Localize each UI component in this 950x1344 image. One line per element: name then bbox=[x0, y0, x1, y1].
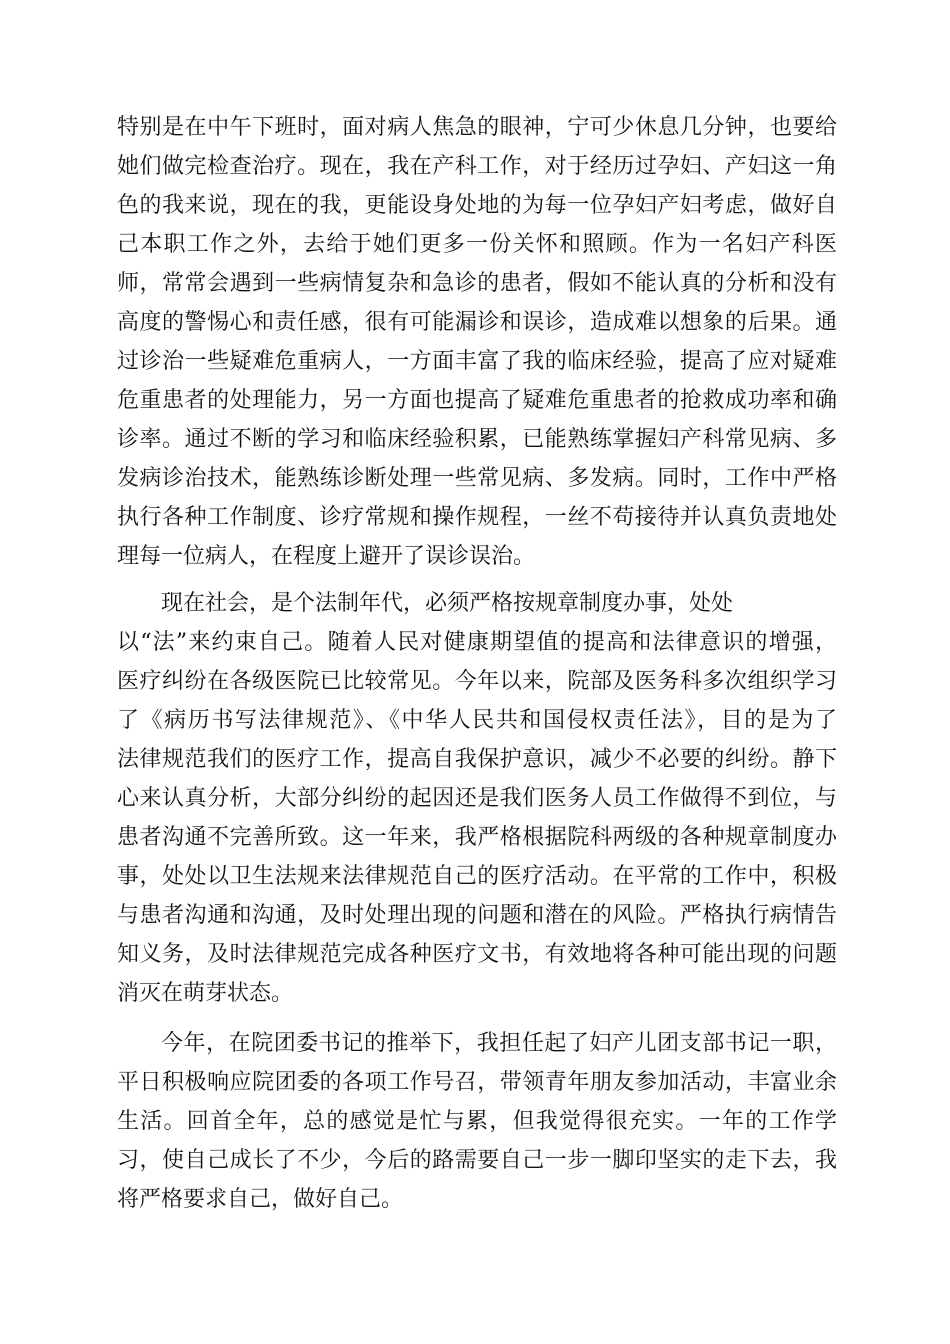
text-line: 了《病历书写法律规范》、《中华人民共和国侵权责任法》，目的是为了 bbox=[117, 708, 837, 733]
paragraph-3 bbox=[117, 1024, 837, 1219]
text-line: 平日积极响应院团委的各项工作号召，带领青年朋友参加活动，丰富业余 bbox=[117, 1070, 837, 1095]
text-line: 以“法”来约束自己。随着人民对健康期望值的提高和法律意识的增强， bbox=[117, 630, 837, 655]
paragraph-2 bbox=[117, 584, 837, 1013]
text-line: 事，处处以卫生法规来法律规范自己的医疗活动。在平常的工作中，积极 bbox=[117, 864, 837, 889]
text-line: 执行各种工作制度、诊疗常规和操作规程，一丝不苟接待并认真负责地处 bbox=[117, 505, 837, 530]
text-line: 高度的警惕心和责任感，很有可能漏诊和误诊，造成难以想象的后果。通 bbox=[117, 310, 837, 335]
text-line: 与患者沟通和沟通，及时处理出现的问题和潜在的风险。严格执行病情告 bbox=[117, 903, 837, 928]
text-line: 色的我来说，现在的我，更能设身处地的为每一位孕妇产妇考虑，做好自 bbox=[117, 193, 837, 218]
text-line: 师，常常会遇到一些病情复杂和急诊的患者，假如不能认真的分析和没有 bbox=[117, 271, 837, 296]
text-line: 患者沟通不完善所致。这一年来，我严格根据院科两级的各种规章制度办 bbox=[117, 825, 837, 850]
text-line: 法律规范我们的医疗工作，提高自我保护意识，减少不必要的纠纷。静下 bbox=[117, 747, 837, 772]
paragraph-1 bbox=[117, 108, 837, 576]
text-line: 将严格要求自己，做好自己。 bbox=[117, 1187, 404, 1212]
text-line: 知义务，及时法律规范完成各种医疗文书，有效地将各种可能出现的问题 bbox=[117, 942, 837, 967]
text-line: 诊率。通过不断的学习和临床经验积累，已能熟练掌握妇产科常见病、多 bbox=[117, 427, 837, 452]
text-line: 今年，在院团委书记的推举下，我担任起了妇产儿团支部书记一职， bbox=[161, 1031, 837, 1056]
text-line: 特别是在中午下班时，面对病人焦急的眼神，宁可少休息几分钟，也要给 bbox=[117, 115, 837, 140]
text-line: 现在社会，是个法制年代，必须严格按规章制度办事，处处 bbox=[161, 591, 734, 616]
text-line: 她们做完检查治疗。现在，我在产科工作，对于经历过孕妇、产妇这一角 bbox=[117, 154, 837, 179]
text-line: 发病诊治技术，能熟练诊断处理一些常见病、多发病。同时，工作中严格 bbox=[117, 466, 837, 491]
text-line: 心来认真分析，大部分纠纷的起因还是我们医务人员工作做得不到位，与 bbox=[117, 786, 837, 811]
text-line: 消灭在萌芽状态。 bbox=[117, 981, 294, 1006]
text-line: 危重患者的处理能力，另一方面也提高了疑难危重患者的抢救成功率和确 bbox=[117, 388, 837, 413]
text-line: 医疗纠纷在各级医院已比较常见。今年以来，院部及医务科多次组织学习 bbox=[117, 669, 837, 694]
text-line: 己本职工作之外，去给于她们更多一份关怀和照顾。作为一名妇产科医 bbox=[117, 232, 837, 257]
text-line: 理每一位病人，在程度上避开了误诊误治。 bbox=[117, 544, 536, 569]
text-line: 过诊治一些疑难危重病人，一方面丰富了我的临床经验，提高了应对疑难 bbox=[117, 349, 837, 374]
text-line: 生活。回首全年，总的感觉是忙与累，但我觉得很充实。一年的工作学 bbox=[117, 1109, 837, 1134]
text-line: 习，使自己成长了不少，今后的路需要自己一步一脚印坚实的走下去，我 bbox=[117, 1148, 837, 1173]
